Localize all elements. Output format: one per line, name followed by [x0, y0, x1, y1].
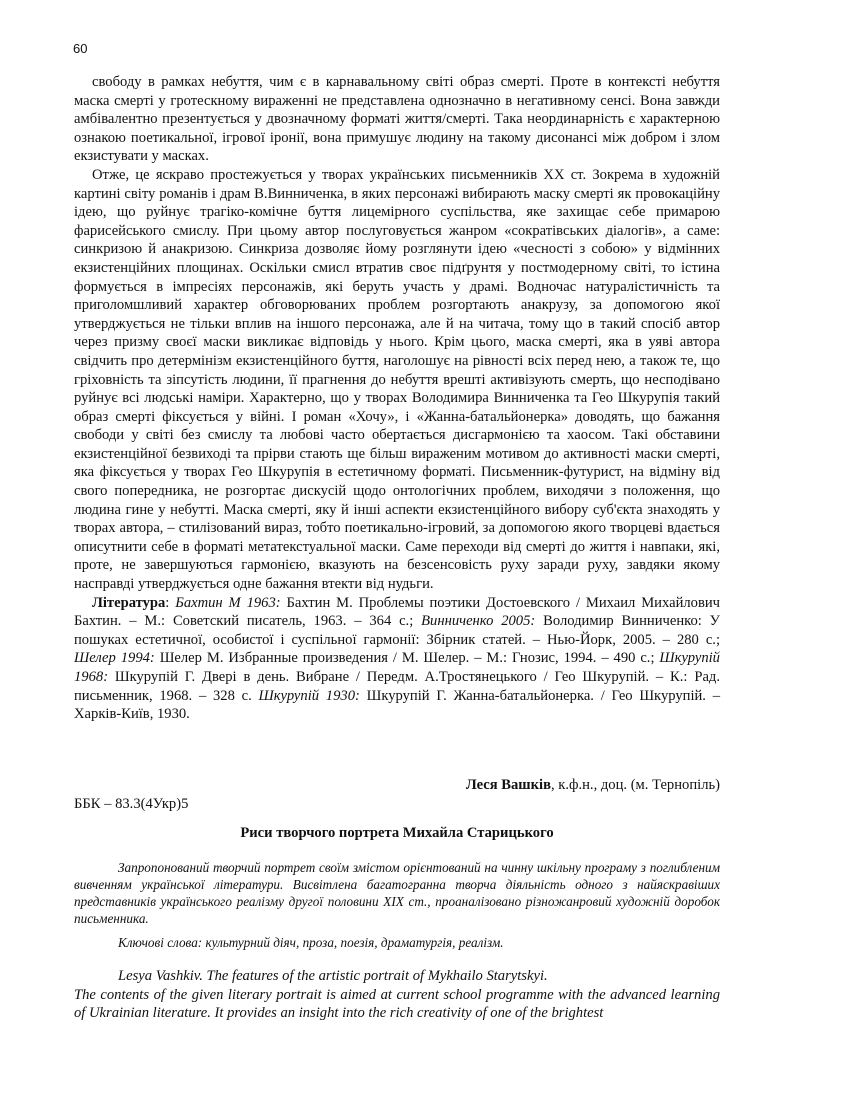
english-text: The contents of the given literary portrait is aimed at current school programme with the advanced learning of Ukrainian literature. It provides an insight into the rich creativity of one of the brightest — [74, 986, 720, 1022]
ref-3-key: Шелер 1994: — [74, 650, 155, 667]
abstract-text: Запропонований творчий портрет своїм змістом орієнтований на чинну шкільну програму з поглибленим вивченням української літератури. Висвітлена багатогранна творча діяльність одного з найяскравіших представників українського реалізму другої половини ХІХ ст., проаналізовано різножанровий художній доробок письменника. — [74, 860, 720, 926]
page-number: 60 — [73, 41, 88, 56]
author-name: Леся Вашків — [465, 777, 551, 793]
author-details: , к.ф.н., доц. (м. Тернопіль) — [550, 777, 720, 793]
literature-label: Література — [92, 594, 166, 611]
body-paragraph-1: свободу в рамках небуття, чим є в карнавальному світі образ смерті. Проте в контексті небуття маска смерті у гротескному вираженні не представлена однозначно в негативному сенсі. Вона завжди амбівалентно презентується у двозначному форматі життя/смерті. Така неординарність є характерною ознакою поетикальної, ігрової іронії, вона примушує людину на такому дисонансі між добром і злом екзистувати у масках. — [74, 74, 720, 165]
literature-colon: : — [165, 594, 176, 611]
ref-5-key: Шкурупій 1930: — [258, 687, 360, 704]
literature-paragraph — [74, 594, 720, 724]
keywords: Ключові слова: культурний діяч, проза, поезія, драматургія, реалізм. — [118, 935, 504, 950]
english-title-line: Lesya Vashkiv. The features of the artistic portrait of Mykhailo Starytskyi. — [118, 968, 548, 984]
ref-4-text: Шкурупій Г. Двері в день. Вибране / Передм. А.Тростянецького / Гео Шкурупій. – К.: Рад. письменник, 1968. – 328 с. — [74, 669, 720, 704]
article-title: Риси творчого портрета Михайла Старицького — [240, 825, 554, 841]
ref-2-text: Володимир Винниченко: У пошуках естетичної, особистої і суспільної гармонії: Збірник статей. – Нью-Йорк, 2005. – 280 с.; — [74, 613, 721, 648]
ref-3-text: Шелер М. Избранные произведения / М. Шелер. – М.: Гнозис, 1994. – 490 с.; — [154, 650, 660, 667]
ref-1-text: Бахтин М. Проблемы поэтики Достоевского / Михаил Михайлович Бахтин. – М.: Советский писатель, 1963. – 364 с.; — [74, 594, 720, 630]
ref-4-key: Шкурупій 1968: — [74, 650, 720, 685]
english-abstract — [74, 967, 720, 1023]
ref-5-text: Шкурупій Г. Жанна-батальйонерка. / Гео Шкурупій. – Харків-Київ, 1930. — [74, 687, 720, 723]
bbk-code: ББК – 83.3(4Укр)5 — [74, 796, 189, 812]
ref-1-key: Бахтин М 1963: — [175, 594, 281, 611]
body-paragraph-2: Отже, це яскраво простежується у творах українських письменників ХХ ст. Зокрема в художній картині світу романів і драм В.Винниченка, в яких персонажі вибирають маску смерті як провокаційну ідею, що руйнує трагіко-комічне буття лицемірного суспільства, яке захищає себе примарою фарисейського смислу. При цьому автор послуговується жанром «сократівських діалогів», а саме: синкризою й анакризою. Синкриза дозволяє йому розглянути ідею «чесності з собою» у відмінних екзистенційних площинах. Оскільки смисл втратив своє підґрунтя у постмодерному світі, то істина формується в імпресіях персонажів, які беруть участь у драмі. Водночас натуралістичність та приголомшливий характер обговорюваних проблем розгортають анакрузу, за допомогою якої утверджується не тільки вплив на іншого персонажа, але й на читача, тому що в такий спосіб автор через призму своєї маски викликає відповідь у нього. Крім цього, маска смерті, яка в уяві автора свідчить про детермінізм екзистенційного буття, наголошує на рівності всіх перед нею, а також те, що гріховність та зіпсутість людини, її прагнення до небуття врешті активізують смерть, що несподівано руйнує всі людські наміри. Характерно, що у творах Володимира Винниченка та Гео Шкурупія такий образ смерті фіксується у війні. І роман «Хочу», і «Жанна-батальйонерка» доводять, що бажання свободи у світі без смислу та любові часто обертається дисгармонією та хаосом. Такі обставини екзистенційної безвиході та прірви стають ще більш вираженим мотивом до активності маски смерті, яка фіксується у творах Гео Шкурупія в естетичному форматі. Письменник-футурист, на відміну від свого попередника, не розгортає дискусій щодо онтологічних проблем, виходячи з положення, що людина гине у небутті. Маска смерті, яку й інші аспекти екзистенційного вибору суб'єкта знаходять у творах автора, – стилізований вираз, тобто поетикально-ігровий, за допомогою якого творцеві вдається описутнити себе в форматі метатекстуальної маски. Саме переходи від смерті до життя і навпаки, які, проте, не завершуються гармонією, вказують на безсенсовість руху заради руху, завдяки якому насправді утверджується одне бажання втекти від нудьги. — [74, 166, 720, 593]
author-line — [74, 777, 720, 794]
ref-2-key: Винниченко 2005: — [421, 613, 536, 630]
main-text — [74, 73, 720, 724]
abstract — [74, 859, 720, 927]
